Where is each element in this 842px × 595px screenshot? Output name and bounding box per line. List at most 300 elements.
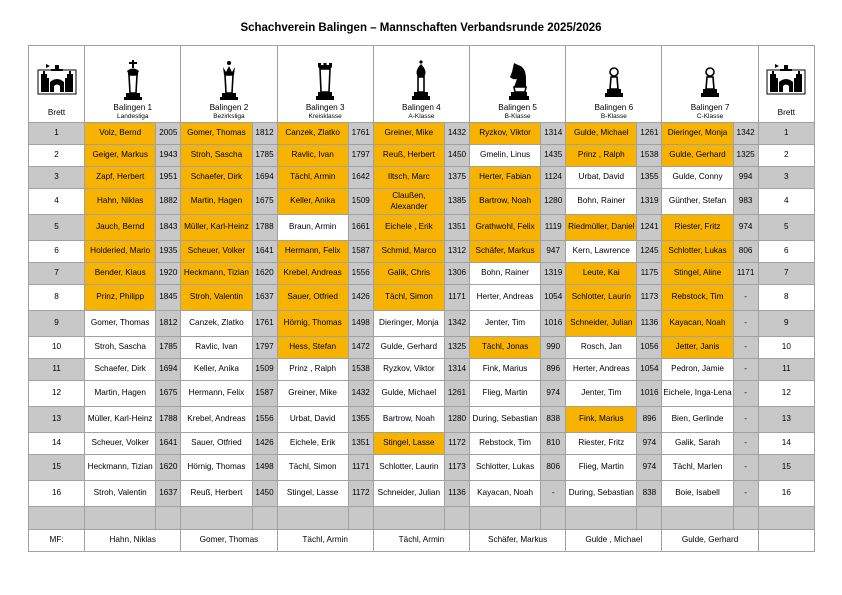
team-name: Balingen 5 <box>498 102 537 112</box>
table-row <box>29 123 815 145</box>
king-icon <box>118 59 148 101</box>
player-rating: 1245 <box>637 241 662 263</box>
player-rating: - <box>733 455 758 481</box>
player-name: Jenter, Tim <box>470 311 541 337</box>
player-name: Ryzkov, Viktor <box>373 359 444 381</box>
castle-logo-icon <box>766 62 806 102</box>
spacer-cell <box>277 507 348 530</box>
player-rating: 1509 <box>252 359 277 381</box>
brett-label: Brett <box>47 107 66 117</box>
player-rating: 1171 <box>348 455 373 481</box>
player-name: Stroh, Valentin <box>85 481 156 507</box>
spacer-cell <box>758 507 814 530</box>
player-rating: 1342 <box>444 311 469 337</box>
player-name: Ryzkov, Viktor <box>470 123 541 145</box>
player-rating: 1509 <box>348 189 373 215</box>
player-name: Tächl, Jonas <box>470 337 541 359</box>
player-rating: 1556 <box>348 263 373 285</box>
player-rating: 1016 <box>637 381 662 407</box>
player-name: Schlotter, Laurin <box>566 285 637 311</box>
header-row <box>29 46 815 123</box>
player-name: Tächl, Marlen <box>662 455 733 481</box>
player-rating: 1119 <box>541 215 566 241</box>
player-name: Galik, Chris <box>373 263 444 285</box>
player-name: Geiger, Markus <box>85 145 156 167</box>
pawn-icon <box>599 59 629 101</box>
player-name: Schneider, Julian <box>373 481 444 507</box>
player-rating: 1845 <box>156 285 181 311</box>
captains-end-cell <box>758 530 814 552</box>
player-name: Volz, Bernd <box>85 123 156 145</box>
team-league: C-Klasse <box>696 112 724 120</box>
board-number: 8 <box>29 285 85 311</box>
player-name: Tächl, Armin <box>277 167 348 189</box>
board-number: 9 <box>29 311 85 337</box>
player-rating: 1261 <box>637 123 662 145</box>
player-name: Gulde, Michael <box>566 123 637 145</box>
player-name: Stroh, Valentin <box>181 285 252 311</box>
player-name: Hahn, Niklas <box>85 189 156 215</box>
team-captain: Gulde , Michael <box>566 530 662 552</box>
table-row <box>29 481 815 507</box>
player-rating: 1694 <box>156 359 181 381</box>
player-name: Hermann, Felix <box>181 381 252 407</box>
player-name: Pedron, Jamie <box>662 359 733 381</box>
player-name: Stroh, Sascha <box>85 337 156 359</box>
player-name: Reuß, Herbert <box>181 481 252 507</box>
player-rating: 1788 <box>156 407 181 433</box>
brett-label: Brett <box>777 107 795 117</box>
player-rating: 1498 <box>348 311 373 337</box>
player-name: Gulde, Michael <box>373 381 444 407</box>
player-name: Rebstock, Tim <box>662 285 733 311</box>
player-rating: 974 <box>637 455 662 481</box>
captains-label: MF: <box>29 530 85 552</box>
player-rating: 1637 <box>156 481 181 507</box>
player-rating: 1342 <box>733 123 758 145</box>
player-name: Gmelin, Linus <box>470 145 541 167</box>
player-rating: 1642 <box>348 167 373 189</box>
team-league: Landesliga <box>117 112 149 120</box>
player-name: Urbat, David <box>566 167 637 189</box>
player-rating: 1675 <box>252 189 277 215</box>
player-name: Eichele, Inga-Lena <box>662 381 733 407</box>
player-name: Keller, Anika <box>181 359 252 381</box>
player-rating: 1435 <box>541 145 566 167</box>
player-rating: 1432 <box>348 381 373 407</box>
player-rating: - <box>733 433 758 455</box>
player-rating: 1054 <box>541 285 566 311</box>
team-header-2 <box>181 46 277 123</box>
player-name: Tächl, Simon <box>373 285 444 311</box>
player-name: Gulde, Gerhard <box>373 337 444 359</box>
team-league: B-Klasse <box>600 112 627 120</box>
player-rating: 1426 <box>348 285 373 311</box>
player-rating: 974 <box>637 433 662 455</box>
spacer-cell <box>444 507 469 530</box>
player-name: Müller, Karl-Heinz <box>181 215 252 241</box>
player-name: Martin, Hagen <box>181 189 252 215</box>
team-league: A-Klasse <box>408 112 435 120</box>
player-rating: 1661 <box>348 215 373 241</box>
player-rating: 1314 <box>541 123 566 145</box>
table-row <box>29 189 815 215</box>
player-rating: 1314 <box>444 359 469 381</box>
spacer-cell <box>252 507 277 530</box>
player-name: Leute, Kai <box>566 263 637 285</box>
player-rating: 1785 <box>156 337 181 359</box>
player-name: Flieg, Martin <box>566 455 637 481</box>
player-rating: 1812 <box>252 123 277 145</box>
player-rating: 1498 <box>252 455 277 481</box>
table-row <box>29 263 815 285</box>
spacer-cell <box>373 507 444 530</box>
player-name: Sauer, Otfried <box>277 285 348 311</box>
player-name: Gulde, Conny <box>662 167 733 189</box>
player-rating: 1797 <box>252 337 277 359</box>
table-row <box>29 167 815 189</box>
player-name: Ravlic, Ivan <box>277 145 348 167</box>
rook-icon <box>310 59 340 101</box>
player-name: Heckmann, Tizian <box>85 455 156 481</box>
player-rating: 1620 <box>252 263 277 285</box>
player-name: Boie, Isabell <box>662 481 733 507</box>
player-name: Riedmüller, Daniel <box>566 215 637 241</box>
board-number: 16 <box>758 481 814 507</box>
player-name: Krebel, Andreas <box>181 407 252 433</box>
player-rating: 1935 <box>156 241 181 263</box>
player-rating: 806 <box>541 455 566 481</box>
player-name: Dieringer, Monja <box>373 311 444 337</box>
player-name: Iltsch, Marc <box>373 167 444 189</box>
player-name: Gomer, Thomas <box>85 311 156 337</box>
player-rating: 1319 <box>637 189 662 215</box>
player-name: Stroh, Sascha <box>181 145 252 167</box>
player-name: Riester, Fritz <box>566 433 637 455</box>
player-name: Stingel, Lasse <box>277 481 348 507</box>
player-rating: 1241 <box>637 215 662 241</box>
player-rating: - <box>733 359 758 381</box>
spacer-cell <box>29 507 85 530</box>
table-row <box>29 359 815 381</box>
spacer-cell <box>181 507 252 530</box>
player-rating: 1261 <box>444 381 469 407</box>
player-rating: 1171 <box>733 263 758 285</box>
spacer-cell <box>662 507 733 530</box>
player-name: Günther, Stefan <box>662 189 733 215</box>
player-rating: - <box>733 381 758 407</box>
player-name: Bender, Klaus <box>85 263 156 285</box>
player-rating: 1306 <box>444 263 469 285</box>
team-captain: Schäfer, Markus <box>470 530 566 552</box>
player-rating: 1943 <box>156 145 181 167</box>
player-rating: 1797 <box>348 145 373 167</box>
player-rating: - <box>541 481 566 507</box>
player-name: Jauch, Bernd <box>85 215 156 241</box>
board-number: 9 <box>758 311 814 337</box>
player-rating: 1175 <box>637 263 662 285</box>
player-rating: 1355 <box>637 167 662 189</box>
board-number: 15 <box>758 455 814 481</box>
player-rating: 994 <box>733 167 758 189</box>
spacer-cell <box>566 507 637 530</box>
player-rating: 983 <box>733 189 758 215</box>
player-name: Gulde, Gerhard <box>662 145 733 167</box>
player-name: Herter, Andreas <box>566 359 637 381</box>
player-name: Greiner, Mike <box>277 381 348 407</box>
spacer-cell <box>156 507 181 530</box>
player-rating: 1450 <box>444 145 469 167</box>
player-name: Schaefer, Dirk <box>181 167 252 189</box>
player-rating: 1375 <box>444 167 469 189</box>
player-rating: 810 <box>541 433 566 455</box>
player-name: Schaefer, Dirk <box>85 359 156 381</box>
player-name: Bohn, Rainer <box>470 263 541 285</box>
player-rating: 990 <box>541 337 566 359</box>
board-number: 6 <box>29 241 85 263</box>
team-header-6 <box>566 46 662 123</box>
player-name: Eichele, Erik <box>277 433 348 455</box>
player-name: Bien, Gerlinde <box>662 407 733 433</box>
board-number: 11 <box>29 359 85 381</box>
pawn-icon <box>695 59 725 101</box>
player-name: Schmid, Marco <box>373 241 444 263</box>
player-rating: 1587 <box>252 381 277 407</box>
player-rating: 1432 <box>444 123 469 145</box>
board-number: 7 <box>758 263 814 285</box>
spacer-cell <box>637 507 662 530</box>
player-name: Rosch, Jan <box>566 337 637 359</box>
player-name: Greiner, Mike <box>373 123 444 145</box>
player-rating: 1172 <box>348 481 373 507</box>
team-header-3 <box>277 46 373 123</box>
player-rating: 1319 <box>541 263 566 285</box>
player-rating: 1426 <box>252 433 277 455</box>
player-rating: - <box>733 337 758 359</box>
player-name: Kayacan, Noah <box>470 481 541 507</box>
player-rating: 1351 <box>348 433 373 455</box>
player-name: Ravlic, Ivan <box>181 337 252 359</box>
table-row <box>29 381 815 407</box>
player-rating: 1641 <box>156 433 181 455</box>
brett-header-right <box>758 46 814 123</box>
player-name: Schlotter, Laurin <box>373 455 444 481</box>
board-number: 15 <box>29 455 85 481</box>
table-row <box>29 145 815 167</box>
page-title: Schachverein Balingen – Mannschaften Verbandsrunde 2025/2026 <box>240 22 602 34</box>
player-rating: - <box>733 481 758 507</box>
team-header-7 <box>662 46 758 123</box>
spacer-cell <box>348 507 373 530</box>
player-name: Zapf, Herbert <box>85 167 156 189</box>
player-rating: 1694 <box>252 167 277 189</box>
player-name: Scheuer, Volker <box>181 241 252 263</box>
player-rating: 1843 <box>156 215 181 241</box>
queen-icon <box>214 59 244 101</box>
team-league: B-Klasse <box>504 112 531 120</box>
player-name: Dieringer, Monja <box>662 123 733 145</box>
player-name: Hörnig, Thomas <box>277 311 348 337</box>
player-name: Claußen, Alexander <box>373 189 444 215</box>
board-number: 16 <box>29 481 85 507</box>
player-rating: 1538 <box>637 145 662 167</box>
player-rating: 1124 <box>541 167 566 189</box>
player-name: Fink, Marius <box>470 359 541 381</box>
table-row <box>29 337 815 359</box>
team-name: Balingen 4 <box>402 102 441 112</box>
player-rating: 974 <box>541 381 566 407</box>
team-name: Balingen 3 <box>305 102 345 112</box>
player-rating: 1641 <box>252 241 277 263</box>
captains-row <box>29 530 815 552</box>
player-rating: 1951 <box>156 167 181 189</box>
team-name: Balingen 7 <box>690 102 730 112</box>
team-header-4 <box>373 46 469 123</box>
board-number: 4 <box>29 189 85 215</box>
board-number: 1 <box>758 123 814 145</box>
table-row <box>29 433 815 455</box>
player-name: Fink, Marius <box>566 407 637 433</box>
player-rating: 1280 <box>541 189 566 215</box>
player-rating: 1637 <box>252 285 277 311</box>
player-name: Stingel, Lasse <box>373 433 444 455</box>
player-rating: 1556 <box>252 407 277 433</box>
board-number: 10 <box>758 337 814 359</box>
table-row <box>29 215 815 241</box>
player-name: Bartrow, Noah <box>470 189 541 215</box>
board-number: 5 <box>758 215 814 241</box>
player-name: Gomer, Thomas <box>181 123 252 145</box>
player-rating: 1450 <box>252 481 277 507</box>
team-captain: Gulde, Gerhard <box>662 530 758 552</box>
player-name: Canzek, Zlatko <box>277 123 348 145</box>
team-captain: Tächl, Armin <box>277 530 373 552</box>
player-rating: 1785 <box>252 145 277 167</box>
board-number: 13 <box>29 407 85 433</box>
board-number: 5 <box>29 215 85 241</box>
team-captain: Hahn, Niklas <box>85 530 181 552</box>
player-name: Urbat, David <box>277 407 348 433</box>
team-name: Balingen 6 <box>594 102 634 112</box>
player-rating: 1173 <box>444 455 469 481</box>
player-rating: 2005 <box>156 123 181 145</box>
player-rating: - <box>733 407 758 433</box>
team-league: Bezirksliga <box>213 112 245 120</box>
board-number: 6 <box>758 241 814 263</box>
player-name: Canzek, Zlatko <box>181 311 252 337</box>
player-name: Schlotter, Lukas <box>662 241 733 263</box>
bishop-icon <box>406 59 436 101</box>
player-rating: 1173 <box>637 285 662 311</box>
board-number: 12 <box>29 381 85 407</box>
player-name: Krebel, Andreas <box>277 263 348 285</box>
team-league: Kreisklasse <box>308 112 342 120</box>
table-row <box>29 241 815 263</box>
player-rating: - <box>733 311 758 337</box>
board-number: 2 <box>758 145 814 167</box>
player-rating: 1538 <box>348 359 373 381</box>
player-rating: 1136 <box>444 481 469 507</box>
player-rating: 1355 <box>348 407 373 433</box>
player-rating: 1016 <box>541 311 566 337</box>
player-rating: 1325 <box>733 145 758 167</box>
player-rating: 1882 <box>156 189 181 215</box>
player-rating: 1351 <box>444 215 469 241</box>
player-rating: 1812 <box>156 311 181 337</box>
board-number: 8 <box>758 285 814 311</box>
player-name: Jenter, Tim <box>566 381 637 407</box>
player-rating: 896 <box>541 359 566 381</box>
player-name: Herter, Fabian <box>470 167 541 189</box>
player-rating: 1620 <box>156 455 181 481</box>
player-name: Tächl, Simon <box>277 455 348 481</box>
player-name: Jetter, Janis <box>662 337 733 359</box>
knight-icon <box>503 59 533 101</box>
player-name: Hess, Stefan <box>277 337 348 359</box>
board-number: 3 <box>29 167 85 189</box>
player-rating: 1172 <box>444 433 469 455</box>
player-rating: 1171 <box>444 285 469 311</box>
spacer-cell <box>85 507 156 530</box>
player-name: Prinz , Ralph <box>277 359 348 381</box>
table-row <box>29 311 815 337</box>
player-name: Kern, Lawrence <box>566 241 637 263</box>
player-rating: 1761 <box>348 123 373 145</box>
player-rating: 1136 <box>637 311 662 337</box>
player-name: Keller, Anika <box>277 189 348 215</box>
player-rating: 896 <box>637 407 662 433</box>
board-number: 10 <box>29 337 85 359</box>
player-rating: 1312 <box>444 241 469 263</box>
player-rating: 838 <box>637 481 662 507</box>
board-number: 14 <box>29 433 85 455</box>
player-name: Sauer, Otfried <box>181 433 252 455</box>
player-rating: 1056 <box>637 337 662 359</box>
player-rating: - <box>733 285 758 311</box>
team-header-5 <box>470 46 566 123</box>
player-name: Kayacan, Noah <box>662 311 733 337</box>
player-name: Rebstock, Tim <box>470 433 541 455</box>
player-name: Riester, Fritz <box>662 215 733 241</box>
player-rating: 1675 <box>156 381 181 407</box>
player-rating: 974 <box>733 215 758 241</box>
player-name: Flieg, Martin <box>470 381 541 407</box>
player-name: Galik, Sarah <box>662 433 733 455</box>
player-rating: 838 <box>541 407 566 433</box>
table-row <box>29 407 815 433</box>
player-rating: 1385 <box>444 189 469 215</box>
board-number: 3 <box>758 167 814 189</box>
board-number: 7 <box>29 263 85 285</box>
spacer-row <box>29 507 815 530</box>
board-number: 11 <box>758 359 814 381</box>
board-number: 13 <box>758 407 814 433</box>
board-number: 12 <box>758 381 814 407</box>
player-name: Herter, Andreas <box>470 285 541 311</box>
player-name: Schäfer, Markus <box>470 241 541 263</box>
player-rating: 1761 <box>252 311 277 337</box>
table-row <box>29 285 815 311</box>
board-number: 2 <box>29 145 85 167</box>
player-name: Braun, Armin <box>277 215 348 241</box>
player-name: Schneider, Julian <box>566 311 637 337</box>
team-header-1 <box>85 46 181 123</box>
player-name: Heckmann, Tizian <box>181 263 252 285</box>
player-name: Scheuer, Volker <box>85 433 156 455</box>
board-number: 14 <box>758 433 814 455</box>
player-rating: 1920 <box>156 263 181 285</box>
player-name: Stingel, Aline <box>662 263 733 285</box>
